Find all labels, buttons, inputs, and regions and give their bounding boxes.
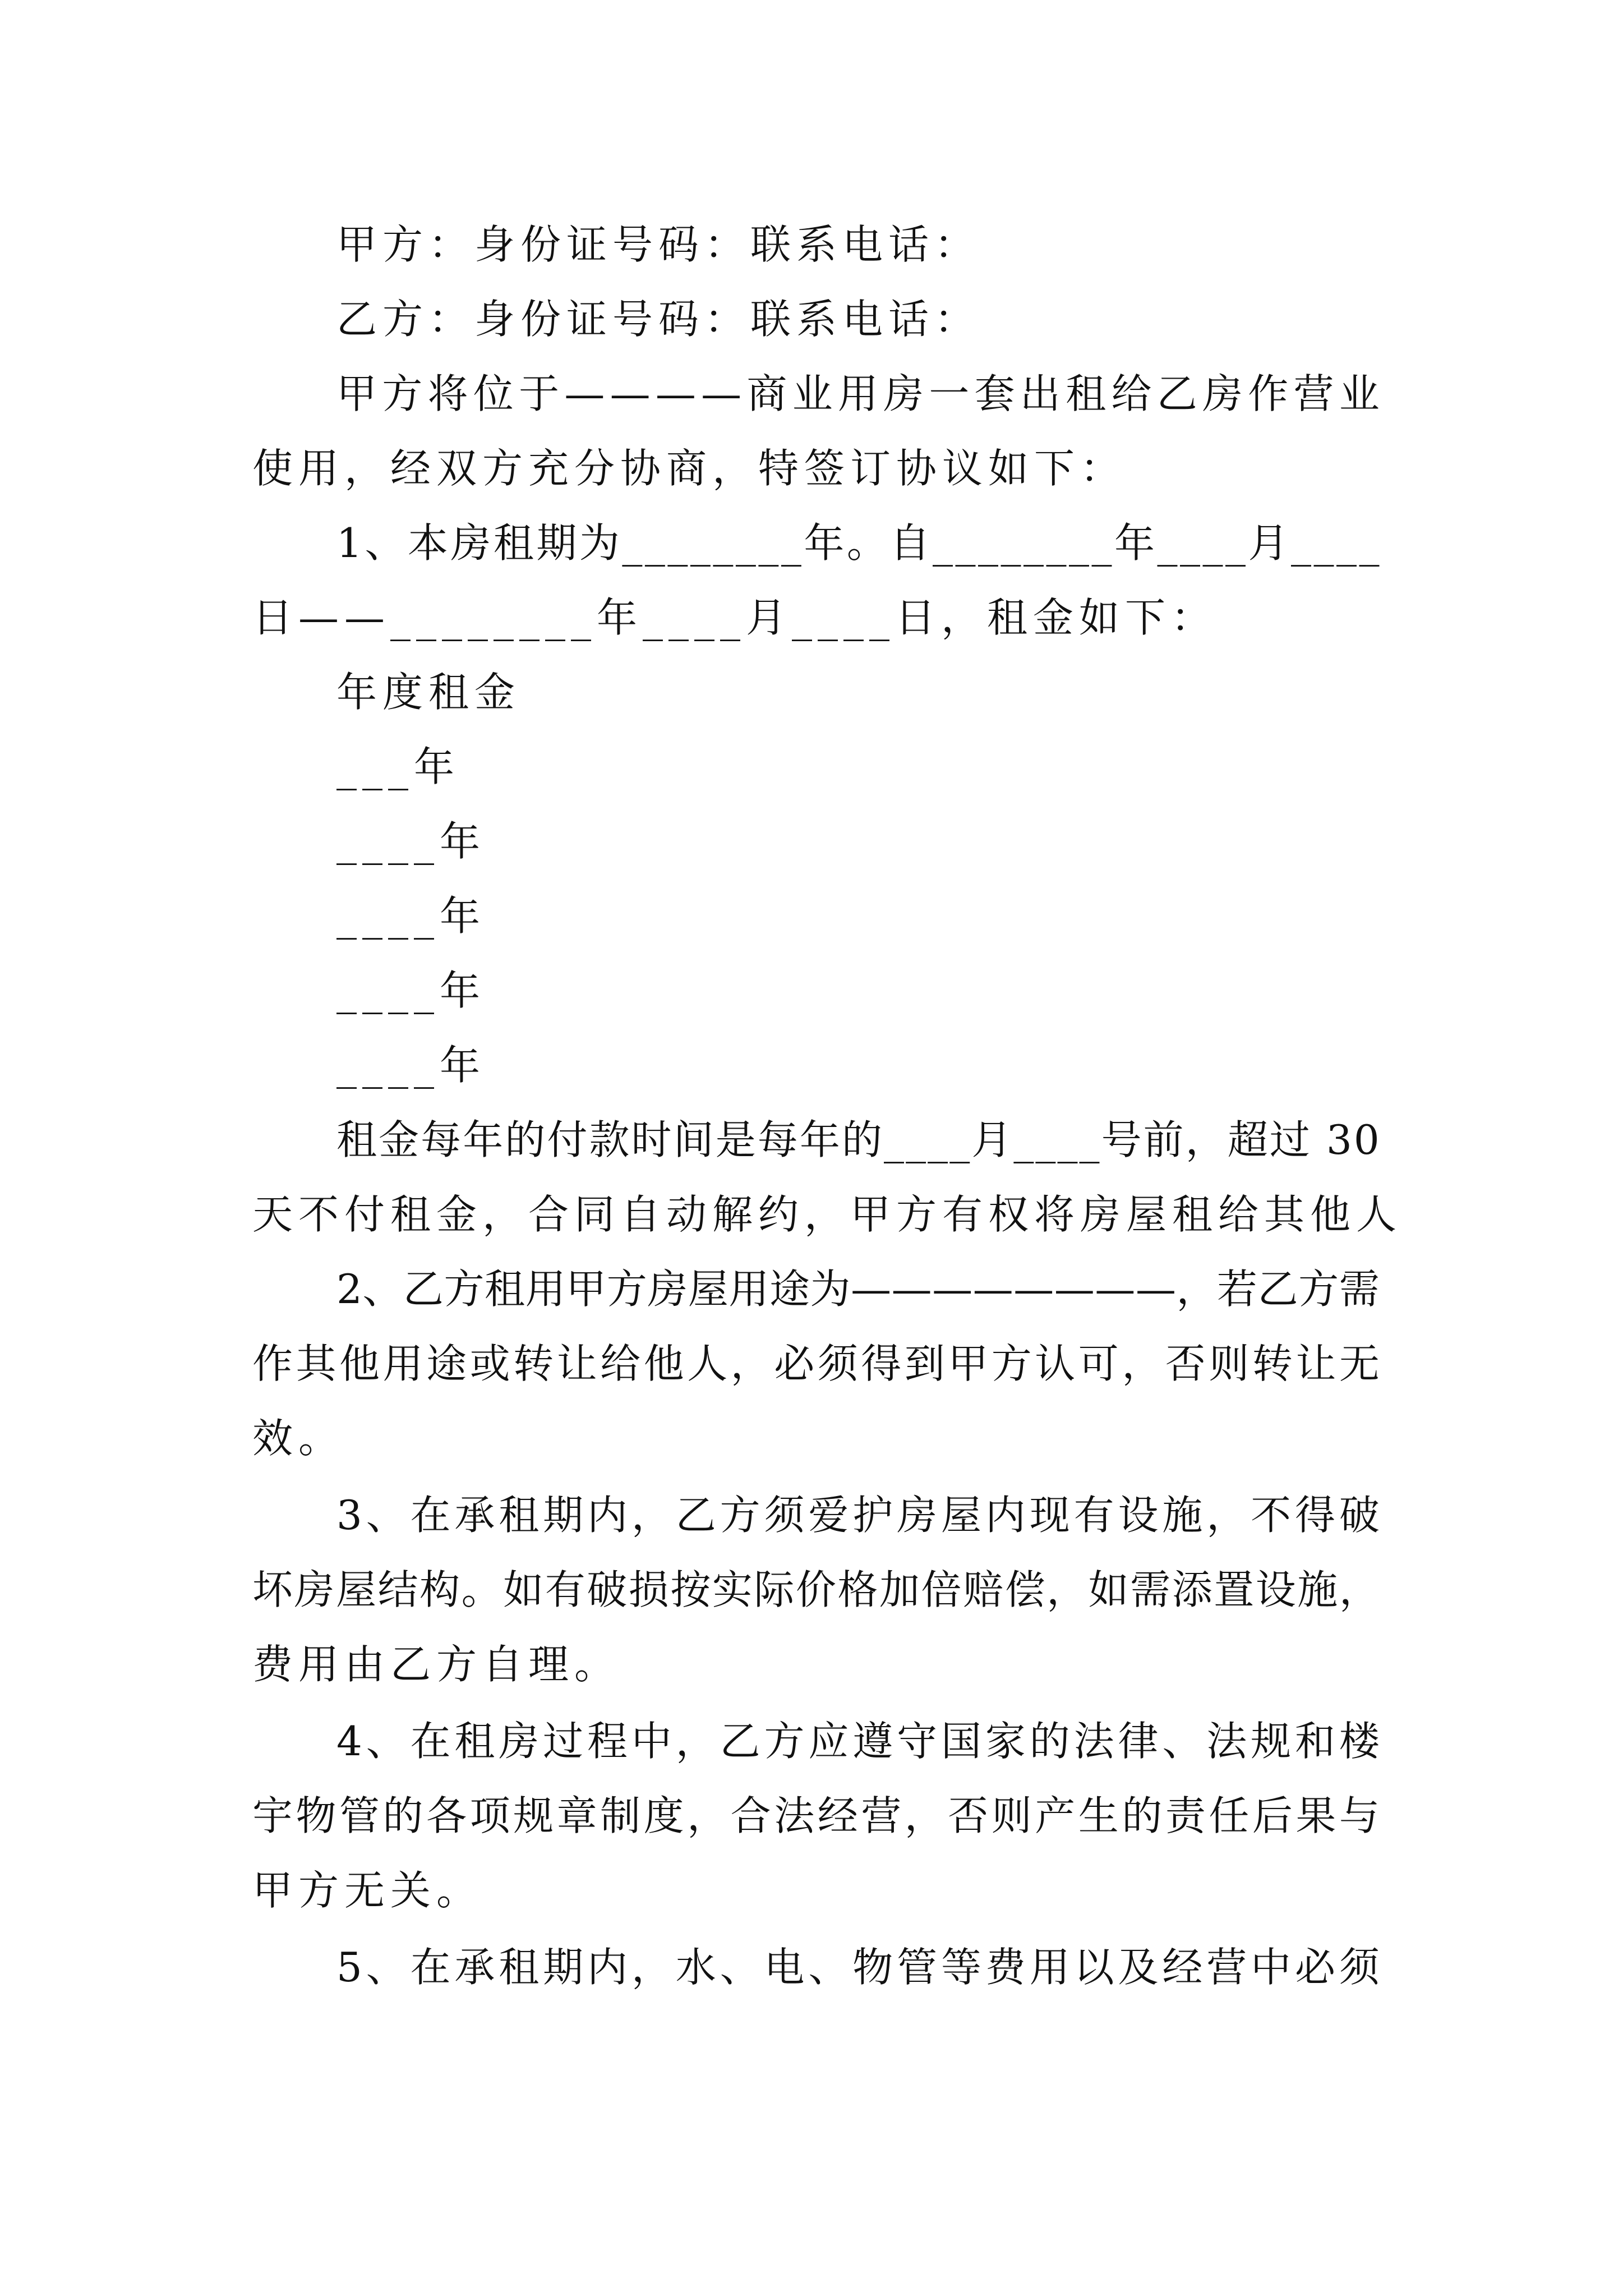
clause-2-line-2: 作 其 他 用 途 或 转 让 给 他 人 ， 必 须 得 到 甲 方 认 可 ， 否 则 转 让 无 — [252, 1340, 1380, 1387]
rent-year-2: ____年 — [336, 818, 486, 865]
rent-year-5: ____年 — [336, 1042, 486, 1089]
annual-rent-heading: 年度租金 — [336, 669, 521, 716]
clause-3-line-3: 费用由乙方自理。 — [252, 1641, 621, 1688]
intro-line-2: 使用，经双方充分协商，特签订协议如下： — [252, 445, 1127, 492]
clause-3-line-1: 3 、 在 承 租 期 内 ， 乙 方 须 爱 护 房 屋 内 现 有 设 施 ， 不 得 破 — [336, 1492, 1380, 1539]
rent-year-3: ____年 — [336, 892, 486, 940]
party-b-line: 乙方：身份证号码：联系电话： — [336, 296, 981, 343]
payment-line-1: 租 金 每 年 的 付 款 时 间 是 每 年 的 _ _ _ _ 月 _ _ _ _ 号 前 ， 超 过 3 0 — [336, 1116, 1380, 1163]
clause-1-line-2: 日——________年____月____日，租金如下： — [252, 594, 1218, 641]
rent-year-4: ____年 — [336, 967, 486, 1014]
clause-4-line-3: 甲方无关。 — [252, 1867, 483, 1914]
clause-2-line-1: 2 、 乙 方 租 用 甲 方 房 屋 用 途 为 — — — — — — — — ， 若 乙 方 需 — [336, 1266, 1380, 1313]
party-a-line: 甲方：身份证号码：联系电话： — [336, 221, 981, 268]
clause-5-line-1: 5 、 在 承 租 期 内 ， 水 、 电 、 物 管 等 费 用 以 及 经 营 中 必 须 — [336, 1944, 1380, 1991]
clause-2-line-3: 效。 — [252, 1415, 345, 1462]
document-body — [252, 208, 1403, 2005]
payment-line-2: 天不付租金，合同自动解约，甲方有权将房屋租给其他人 — [252, 1191, 1403, 1238]
clause-4-line-2: 宇 物 管 的 各 项 规 章 制 度 ， 合 法 经 营 ， 否 则 产 生 的 责 任 后 果 与 — [252, 1792, 1380, 1839]
intro-line-1: 甲 方 将 位 于 — — — — 商 业 用 房 一 套 出 租 给 乙 房 作 营 业 — [336, 370, 1380, 417]
clause-4-line-1: 4 、 在 租 房 过 程 中 ， 乙 方 应 遵 守 国 家 的 法 律 、 法 规 和 楼 — [336, 1718, 1380, 1765]
clause-3-line-2: 坏 房 屋 结 构 。 如 有 破 损 按 实 际 价 格 加 倍 赔 偿 ， 如 需 添 置 设 施 ， — [252, 1566, 1380, 1613]
rent-year-1: ___年 — [336, 743, 460, 790]
clause-1-line-1: 1 、 本 房 租 期 为 _ _ _ _ _ _ _ _ 年 。 自 _ _ _ _ _ _ _ _ 年 _ _ _ _ 月 _ _ _ _ — [336, 519, 1380, 567]
